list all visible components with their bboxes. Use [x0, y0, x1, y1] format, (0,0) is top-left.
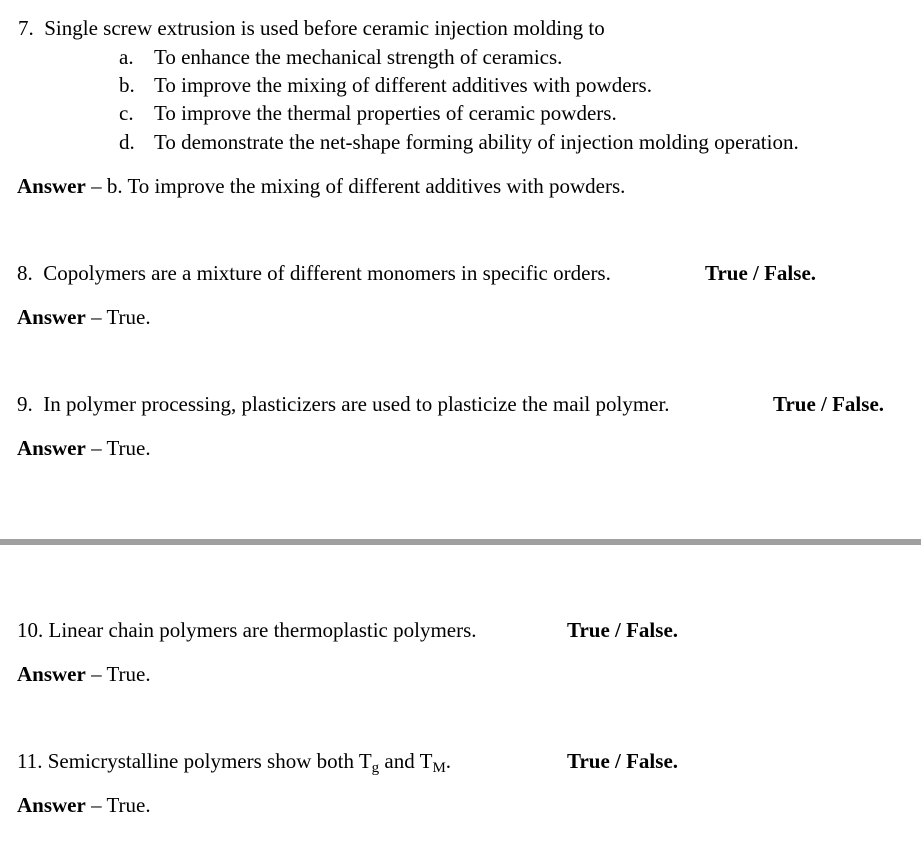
subscript-m: M	[432, 760, 446, 776]
question-11-number: 11.	[17, 749, 43, 773]
question-9-text: In polymer processing, plasticizers are used to plasticize the mail polymer.	[43, 392, 670, 416]
question-8-number: 8.	[17, 261, 33, 285]
question-10-number: 10.	[17, 618, 44, 642]
answer-text: – True.	[85, 436, 151, 460]
question-7-text: Single screw extrusion is used before ceramic injection molding to	[44, 16, 605, 40]
answer-text: – True.	[85, 662, 151, 686]
question-9-true-false: True / False.	[773, 392, 885, 416]
question-10-answer	[17, 660, 151, 688]
option-letter: b.	[119, 73, 135, 97]
answer-label: Answer	[17, 793, 86, 817]
answer-label: Answer	[17, 174, 86, 198]
question-10-text: Linear chain polymers are thermoplastic polymers.	[48, 618, 477, 642]
option-letter: a.	[119, 45, 134, 69]
subscript-g: g	[371, 760, 380, 776]
question-9-number: 9.	[17, 392, 33, 416]
question-10-true-false: True / False.	[567, 618, 679, 642]
answer-label: Answer	[17, 305, 86, 329]
page-divider	[0, 539, 921, 545]
option-text: To improve the mixing of different additives with powders.	[154, 73, 652, 97]
question-7-answer	[17, 172, 625, 200]
answer-text: – True.	[85, 793, 151, 817]
option-text: To demonstrate the net-shape forming ability of injection molding operation.	[154, 130, 799, 154]
option-letter: d.	[119, 130, 135, 154]
option-text: To enhance the mechanical strength of ceramics.	[154, 45, 563, 69]
question-8-true-false: True / False.	[705, 261, 817, 285]
answer-text: – b. To improve the mixing of different additives with powders.	[85, 174, 626, 198]
answer-label: Answer	[17, 662, 86, 686]
question-11-true-false: True / False.	[567, 749, 679, 773]
question-11-text: Semicrystalline polymers show both $T_g$ and $T_M$.	[47, 749, 452, 776]
question-8-text: Copolymers are a mixture of different monomers in specific orders.	[43, 261, 611, 285]
question-9-answer	[17, 434, 151, 462]
question-9	[17, 390, 670, 418]
question-8	[17, 259, 611, 287]
answer-text: – True.	[85, 305, 151, 329]
question-7	[18, 14, 605, 42]
question-10	[17, 616, 477, 644]
answer-label: Answer	[17, 436, 86, 460]
question-8-answer	[17, 303, 151, 331]
question-7-number: 7.	[18, 16, 34, 40]
question-11-answer	[17, 791, 151, 819]
option-letter: c.	[119, 101, 134, 125]
question-11	[17, 747, 451, 775]
option-text: To improve the thermal properties of ceramic powders.	[154, 101, 617, 125]
